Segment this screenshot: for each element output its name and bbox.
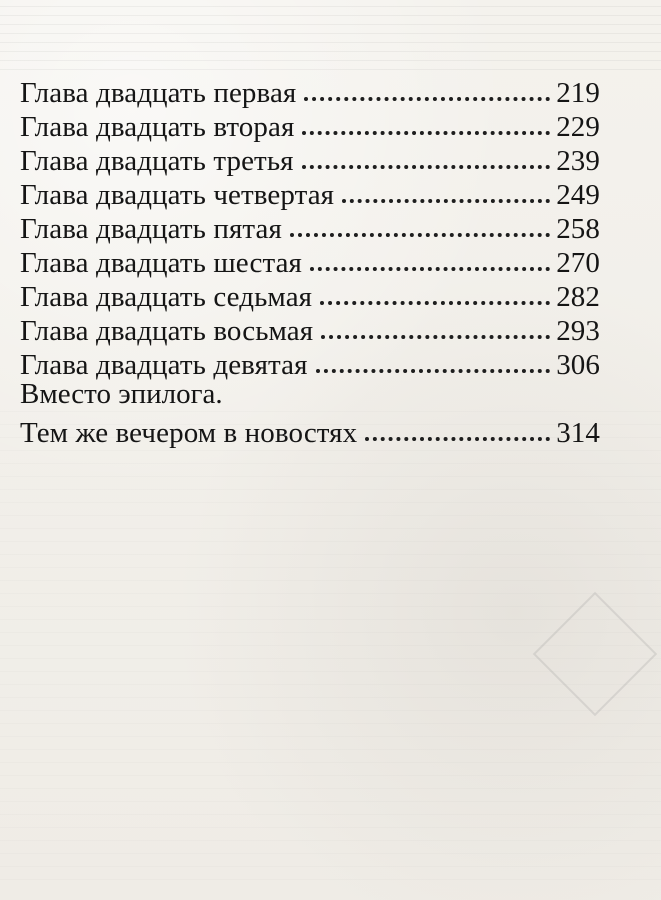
- toc-row: [20, 210, 600, 244]
- toc-title: Глава двадцать четвертая: [20, 179, 335, 211]
- toc-page-number: 239: [556, 145, 600, 177]
- show-through-text-top: [0, 0, 661, 70]
- toc-row: [20, 312, 600, 346]
- stamp-shadow: [533, 592, 657, 716]
- toc-entry: [20, 346, 600, 380]
- toc-title: Глава двадцать восьмая: [20, 315, 314, 347]
- toc-title: Глава двадцать пятая: [20, 213, 282, 245]
- toc-title: Глава двадцать девятая: [20, 349, 308, 381]
- toc-entry: [20, 278, 600, 312]
- toc-row: [20, 414, 600, 448]
- toc-title: Глава двадцать третья: [20, 145, 294, 177]
- dot-leader: [342, 199, 550, 203]
- toc-title: Глава двадцать шестая: [20, 247, 302, 279]
- dot-leader: [302, 165, 551, 169]
- toc-row: [20, 108, 600, 142]
- section-label: Вместо эпилога.: [20, 378, 223, 410]
- toc-row: [20, 346, 600, 380]
- toc-page-number: 282: [556, 281, 600, 313]
- toc-entry: [20, 414, 600, 448]
- toc-entry: [20, 244, 600, 278]
- toc-row: [20, 142, 600, 176]
- dot-leader: [302, 131, 550, 135]
- toc-row: [20, 278, 600, 312]
- toc-entry: [20, 108, 600, 142]
- dot-leader: [316, 369, 551, 373]
- toc-entry: [20, 312, 600, 346]
- toc-row: [20, 74, 600, 108]
- toc-page-number: 229: [556, 111, 600, 143]
- toc-title: Глава двадцать первая: [20, 77, 297, 109]
- toc-page-number: 314: [556, 417, 600, 449]
- toc-row: [20, 244, 600, 278]
- dot-leader: [320, 301, 550, 305]
- toc-entry: [20, 74, 600, 108]
- toc-entry: [20, 210, 600, 244]
- toc-row: [20, 176, 600, 210]
- toc-page-number: 270: [556, 247, 600, 279]
- toc-entry: [20, 142, 600, 176]
- toc-page-number: 306: [556, 349, 600, 381]
- section-label-row: [20, 380, 600, 414]
- dot-leader: [304, 97, 550, 101]
- dot-leader: [321, 335, 550, 339]
- show-through-text-middle: [0, 410, 661, 880]
- toc-title: Глава двадцать седьмая: [20, 281, 313, 313]
- toc-page-number: 293: [556, 315, 600, 347]
- dot-leader: [290, 233, 550, 237]
- toc-entry: [20, 176, 600, 210]
- toc-title: Глава двадцать вторая: [20, 111, 295, 143]
- toc-page-number: 219: [556, 77, 600, 109]
- toc-title: Тем же вечером в новостях: [20, 417, 358, 449]
- dot-leader: [365, 437, 550, 441]
- dot-leader: [310, 267, 550, 271]
- toc-page-number: 258: [556, 213, 600, 245]
- toc-page-number: 249: [556, 179, 600, 211]
